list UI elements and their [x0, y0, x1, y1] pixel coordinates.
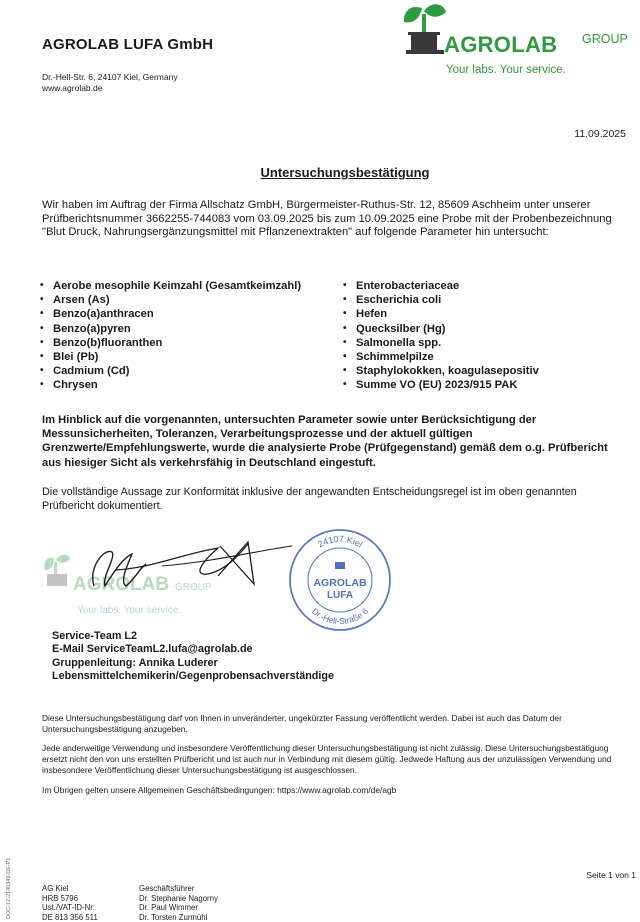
logo-slogan: Your labs. Your service.: [446, 64, 566, 76]
footer-line: Dr. Stephanie Nagorny: [139, 893, 218, 903]
footer-line: Ust./VAT-ID-Nr:: [42, 903, 95, 913]
usage-note: Diese Untersuchungsbestätigung darf von Ihnen in unveränderter, ungekürzter Fassung veröffentlicht werden. Dabei ist auch das Datum der Untersuchungsbestätigung anzugeben.: [42, 713, 562, 734]
parameter-item: • Staphylokokken, koagulasepositiv: [343, 364, 539, 378]
contact-role: Lebensmittelchemikerin/Gegenprobensachverständige: [52, 670, 335, 683]
parameter-item: • Schimmelpilze: [343, 350, 539, 364]
footer-line: Geschäftsführer: [139, 884, 195, 893]
footer-line: Dr. Paul Wimmer: [139, 903, 198, 913]
parameter-item: • Salmonella spp.: [343, 336, 539, 350]
parameter-item: • Benzo(a)anthracen: [40, 307, 301, 321]
parameter-item: • Chrysen: [40, 378, 301, 392]
conformity-paragraph: Die vollständige Aussage zur Konformität inklusive der angewandten Entscheidungsregel ist im oben genannten Prüfbericht dokumentiert.: [42, 486, 577, 512]
document-date: 11.09.2025: [574, 128, 626, 140]
parameter-item: • Summe VO (EU) 2023/915 PAK: [343, 378, 539, 392]
parameter-item: • Aerobe mesophile Keimzahl (Gesamtkeimzahl): [40, 279, 301, 293]
footer-line: Dr. Torsten Zurmühl: [139, 912, 208, 922]
contact-lead: Gruppenleitung: Annika Luderer: [52, 656, 218, 669]
svg-text:GROUP: GROUP: [175, 582, 212, 593]
svg-text:Your labs. Your service.: Your labs. Your service.: [77, 605, 182, 616]
parameter-item: • Benzo(b)fluoranthen: [40, 336, 301, 350]
stamp-sub: LUFA: [326, 590, 354, 601]
svg-text:AGROLAB: AGROLAB: [73, 574, 170, 595]
company-name: AGROLAB LUFA GmbH: [42, 36, 214, 53]
parameter-item: • Arsen (As): [40, 293, 301, 307]
footer-managers: [139, 884, 218, 922]
company-address: [42, 72, 178, 94]
liability-note: Jede anderweitige Verwendung und insbesondere Veröffentlichung dieser Untersuchungsbestätigung ist nicht zulässig. Diese Untersuchungsbestätigung ersetzt nicht den von uns erstellten Prüfbericht und ist auch nur in Verbindung mit diesem gültig. Jedwede Haftung aus der unzulässigen Verwendung und insbesondere Veröffentlichung dieser Untersuchungsbestätigung ist ausgeschlossen.: [42, 743, 612, 775]
company-stamp: [286, 528, 396, 632]
intro-paragraph: Wir haben im Auftrag der Firma Allschatz GmbH, Bürgermeister-Ruthus-Str. 12, 85609 Aschheim unter unserer Prüfberichtsnummer 3662255-744083 vom 03.09.2025 bis zum 10.09.2025 eine Probe mit der Probenbezeichnung "Blut Druck, Nahrungsergänzungsmittel mit Pflanzenextrakten" auf folgende Parameter hin untersucht:: [42, 199, 612, 238]
logo-brand: AGROLAB: [444, 32, 558, 57]
footer-line: HRB 5796: [42, 893, 78, 903]
page-number: Seite 1 von 1: [586, 870, 636, 880]
parameter-item: • Cadmium (Cd): [40, 364, 301, 378]
address-line: Dr.-Hell-Str. 6, 24107 Kiel, Germany: [42, 72, 178, 82]
parameter-list-right: [343, 279, 539, 393]
contact-team: Service-Team L2: [52, 630, 138, 642]
stamp-top-text: 24107 Kiel: [315, 533, 365, 550]
footer-registry: [42, 884, 98, 922]
document-title: Untersuchungsbestätigung: [260, 165, 430, 180]
parameter-item: • Blei (Pb): [40, 350, 301, 364]
footer-line: DE 813 356 511: [42, 912, 98, 922]
parameter-item: • Enterobacteriaceae: [343, 279, 539, 293]
footer-line: AG Kiel: [42, 884, 69, 893]
agrolab-logo: [400, 2, 636, 82]
parameter-item: • Benzo(a)pyren: [40, 322, 301, 336]
parameter-item: • Quecksilber (Hg): [343, 322, 539, 336]
logo-group: GROUP: [582, 32, 628, 46]
stamp-bottom-text: Dr.-Hell-Straße 6: [309, 605, 371, 627]
contact-email[interactable]: E-Mail ServiceTeamL2.lufa@agrolab.de: [52, 643, 253, 656]
contact-block: [52, 630, 334, 684]
parameter-item: • Hefen: [343, 307, 539, 321]
document-code: DOC-12-2140349-DE-P1: [6, 857, 12, 919]
stamp-seal-image: [286, 528, 396, 632]
conclusion-paragraph: Im Hinblick auf die vorgenannten, untersuchten Parameter sowie unter Berücksichtigung der Messunsicherheiten, Toleranzen, Verarbeitungsprozesse und der aktuell gültigen Grenzwerte/Empfehlungswerte, wurde die analysierte Probe (Prüfgegenstand) gemäß dem o.g. Prüfbericht aus hiesiger Sicht als verkehrsfähig in Deutschland eingestuft.: [42, 414, 608, 469]
terms-note: Im Übrigen gelten unsere Allgemeinen Geschäftsbedingungen: https://www.agrolab.com/de/agb: [42, 785, 397, 795]
website-link[interactable]: www.agrolab.de: [42, 83, 103, 93]
parameter-list-left: [40, 279, 301, 393]
parameter-item: • Escherichia coli: [343, 293, 539, 307]
stamp-brand: AGROLAB: [313, 577, 367, 589]
